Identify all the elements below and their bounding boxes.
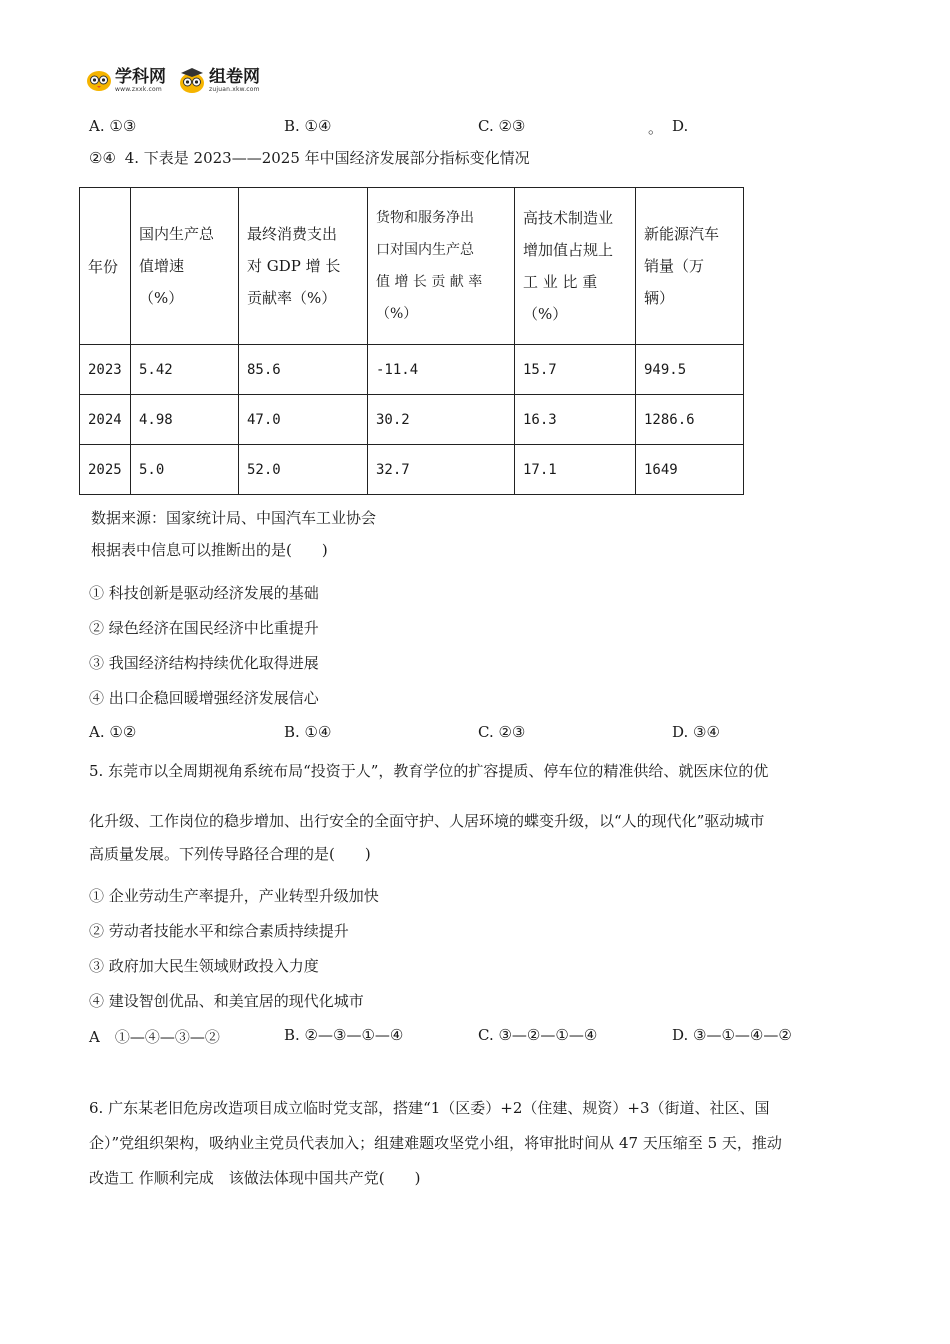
q6-stem-line3: 改造工 作顺利完成 该做法体现中国共产党( ): [89, 1169, 421, 1187]
q5-stem-line3: 高质量发展。下列传导路径合理的是( ): [89, 845, 371, 863]
q4-option-b: B. ①④: [284, 723, 332, 741]
header-hightech: 高技术制造业 增加值占规上 工 业 比 重 （%）: [515, 188, 636, 345]
q3-option-c: C. ②③: [478, 117, 526, 135]
q6-stem-line1: 6. 广东某老旧危房改造项目成立临时党支部，搭建“1（区委）+2（住建、规资）+3（街道、社区、国: [89, 1099, 770, 1117]
header-year: 年份: [80, 188, 131, 345]
table-row: 2024 4.98 47.0 30.2 16.3 1286.6: [80, 395, 744, 445]
q4-item-4: ④ 出口企稳回暖增强经济发展信心: [89, 689, 319, 707]
q5-item-2: ② 劳动者技能水平和综合素质持续提升: [89, 922, 349, 940]
q4-option-d: D. ③④: [672, 723, 720, 741]
economy-table: [79, 187, 744, 495]
q5-stem-line1: 5. 东莞市以全周期视角系统布局“投资于人”，教育学位的扩容提质、停车位的精准供给、就医床位的优: [89, 762, 769, 780]
table-row: 2023 5.42 85.6 -11.4 15.7 949.5: [80, 345, 744, 395]
q4-stem-line: [89, 147, 530, 168]
q4-source: 数据来源：国家统计局、中国汽车工业协会: [91, 509, 377, 527]
q4-option-a: A. ①②: [89, 723, 137, 741]
q5-option-b: B. ②—③—①—④: [284, 1026, 404, 1044]
header-consumption: 最终消费支出 对 GDP 增 长 贡献率（%）: [239, 188, 368, 345]
graduate-owl-icon: [178, 66, 206, 94]
q5-option-a: A ①—④—③—②: [89, 1028, 220, 1046]
header-nev-sales: 新能源汽车 销量（万 辆）: [636, 188, 744, 345]
q4-question: 根据表中信息可以推断出的是( ): [91, 541, 328, 559]
q4-option-c: C. ②③: [478, 723, 526, 741]
q5-item-3: ③ 政府加大民生领域财政投入力度: [89, 957, 319, 975]
header-net-export: 货物和服务净出 口对国内生产总 值 增 长 贡 献 率 （%）: [368, 188, 515, 345]
owl-icon: [86, 68, 112, 92]
zujuan-brand: 组卷网: [209, 66, 260, 87]
zujuan-logo: [178, 66, 260, 94]
q3-option-b: B. ①④: [284, 117, 332, 135]
q4-item-3: ③ 我国经济结构持续优化取得进展: [89, 654, 319, 672]
zujuan-url: zujuan.xkw.com: [209, 85, 260, 93]
q4-item-2: ② 绿色经济在国民经济中比重提升: [89, 619, 319, 637]
q3-option-d: D.: [672, 117, 689, 135]
table-header-row: [80, 188, 744, 345]
q5-option-c: C. ③—②—①—④: [478, 1026, 598, 1044]
zxxk-url: www.zxxk.com: [115, 85, 162, 93]
q3-option-d-content: ②④: [89, 149, 116, 167]
table-row: 2025 5.0 52.0 32.7 17.1 1649: [80, 445, 744, 495]
q5-option-d: D. ③—①—④—②: [672, 1026, 792, 1044]
q5-stem-line2: 化升级、工作岗位的稳步增加、出行安全的全面守护、人居环境的蝶变升级，以“人的现代化”驱动城市: [89, 812, 765, 830]
q5-item-4: ④ 建设智创优品、和美宜居的现代化城市: [89, 992, 364, 1010]
zxxk-brand: 学科网: [115, 66, 166, 87]
q5-item-1: ① 企业劳动生产率提升，产业转型升级加快: [89, 887, 379, 905]
q3-option-a: A. ①③: [89, 117, 137, 135]
q3-dot: 。: [648, 119, 664, 137]
logo: [86, 66, 272, 94]
zxxk-logo: [86, 68, 166, 93]
q6-stem-line2: 企）”党组织架构，吸纳业主党员代表加入；组建难题攻坚党小组，将审批时间从 47 天压缩至 5 天，推动: [89, 1134, 782, 1152]
q4-stem: 4. 下表是 2023——2025 年中国经济发展部分指标变化情况: [124, 149, 530, 167]
header-gdp-growth: 国内生产总 值增速 （%）: [131, 188, 239, 345]
q4-item-1: ① 科技创新是驱动经济发展的基础: [89, 584, 319, 602]
